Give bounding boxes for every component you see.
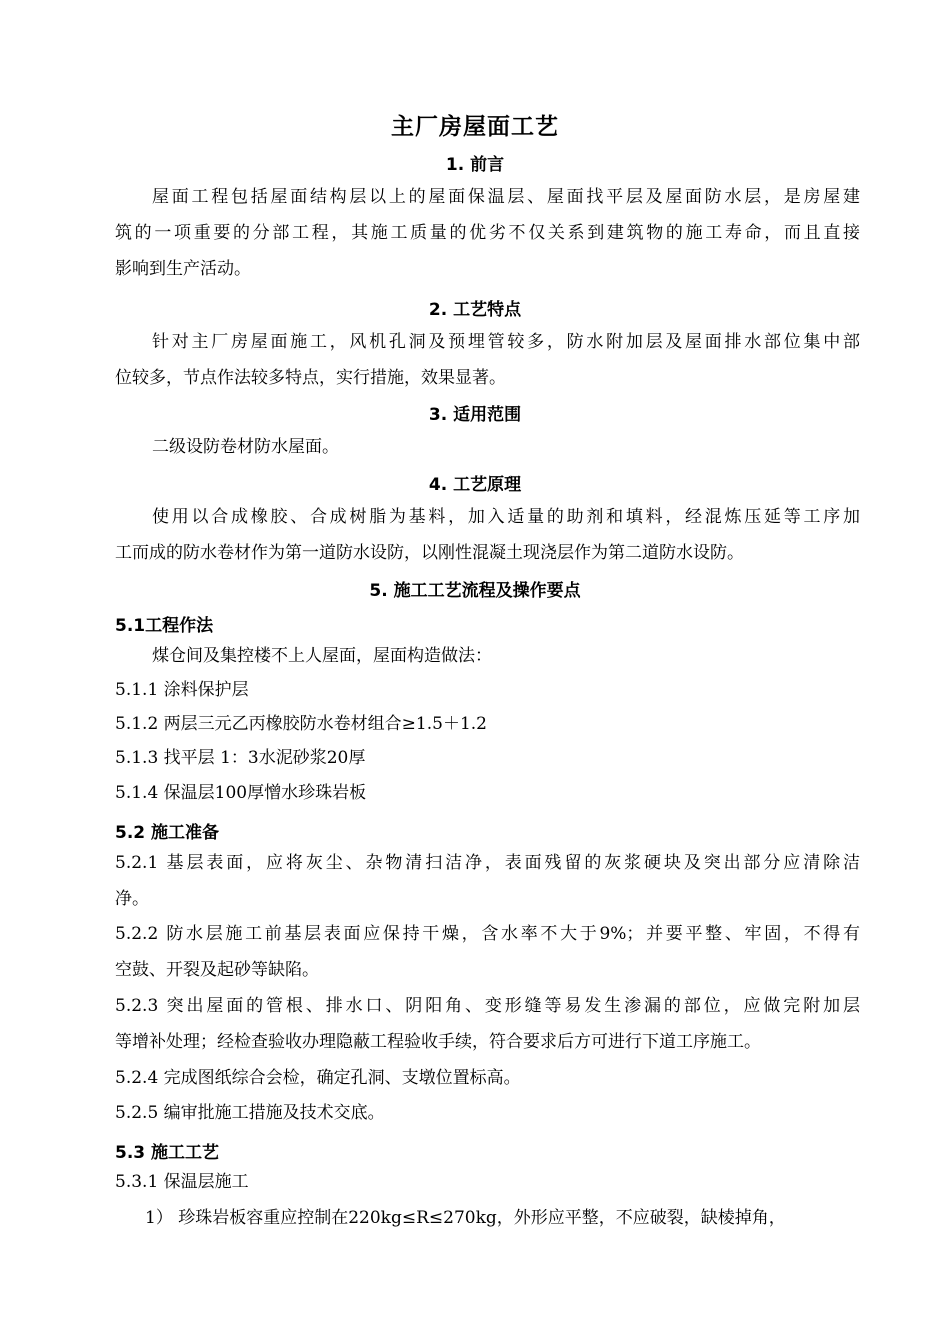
list-item: 5.1.2 两层三元乙丙橡胶防水卷材组合≥1.5＋1.2 bbox=[115, 714, 487, 734]
list-item: 5.1.4 保温层100厚憎水珍珠岩板 bbox=[115, 783, 367, 803]
section-heading-2: 2. 工艺特点 bbox=[428, 300, 522, 320]
section-heading-3: 3. 适用范围 bbox=[428, 405, 522, 425]
list-item: 5.2.5 编审批施工措施及技术交底。 bbox=[115, 1103, 385, 1123]
subsection-heading-5-3: 5.3 施工工艺 bbox=[115, 1143, 220, 1163]
section-heading-4: 4. 工艺原理 bbox=[428, 475, 522, 495]
list-item: 5.2.3 突出屋面的管根、排水口、阴阳角、变形缝等易发生渗漏的部位，应做完附加层 bbox=[115, 996, 860, 1016]
paragraph-line: 位较多，节点作法较多特点，实行措施，效果显著。 bbox=[115, 368, 506, 388]
page-title: 主厂房屋面工艺 bbox=[391, 114, 559, 140]
list-item: 1） 珍珠岩板容重应控制在220kg≤R≤270kg，外形应平整，不应破裂，缺棱掉角， bbox=[145, 1208, 786, 1228]
paragraph-line: 使用以合成橡胶、合成树脂为基料，加入适量的助剂和填料，经混炼压延等工序加 bbox=[152, 507, 860, 527]
section-heading-1: 1. 前言 bbox=[445, 155, 505, 175]
list-item: 5.2.2 防水层施工前基层表面应保持干燥，含水率不大于9%；并要平整、牢固，不得有 bbox=[115, 924, 860, 944]
list-item: 5.1.3 找平层 1：3水泥砂浆20厚 bbox=[115, 748, 366, 768]
list-item: 空鼓、开裂及起砂等缺陷。 bbox=[115, 960, 319, 980]
paragraph-line: 工而成的防水卷材作为第一道防水设防，以刚性混凝土现浇层作为第二道防水设防。 bbox=[115, 543, 744, 563]
paragraph-line: 屋面工程包括屋面结构层以上的屋面保温层、屋面找平层及屋面防水层，是房屋建 bbox=[152, 187, 860, 207]
paragraph-line: 二级设防卷材防水屋面。 bbox=[152, 437, 339, 457]
paragraph-line: 针对主厂房屋面施工，风机孔洞及预埋管较多，防水附加层及屋面排水部位集中部 bbox=[152, 332, 860, 352]
list-item: 5.2.4 完成图纸综合会检，确定孔洞、支墩位置标高。 bbox=[115, 1068, 521, 1088]
list-item: 等增补处理；经检查验收办理隐蔽工程验收手续，符合要求后方可进行下道工序施工。 bbox=[115, 1032, 761, 1052]
paragraph-line: 筑的一项重要的分部工程，其施工质量的优劣不仅关系到建筑物的施工寿命，而且直接 bbox=[115, 223, 860, 243]
list-item: 5.1.1 涂料保护层 bbox=[115, 680, 249, 700]
list-item: 净。 bbox=[115, 889, 149, 909]
section-heading-5: 5. 施工工艺流程及操作要点 bbox=[369, 581, 581, 601]
subsection-heading-5-2: 5.2 施工准备 bbox=[115, 823, 220, 843]
paragraph-line: 煤仓间及集控楼不上人屋面，屋面构造做法： bbox=[152, 646, 492, 666]
list-item: 5.3.1 保温层施工 bbox=[115, 1172, 249, 1192]
paragraph-line: 影响到生产活动。 bbox=[115, 259, 251, 279]
subsection-heading-5-1: 5.1工程作法 bbox=[115, 616, 214, 636]
list-item: 5.2.1 基层表面，应将灰尘、杂物清扫洁净，表面残留的灰浆硬块及突出部分应清除洁 bbox=[115, 853, 860, 873]
